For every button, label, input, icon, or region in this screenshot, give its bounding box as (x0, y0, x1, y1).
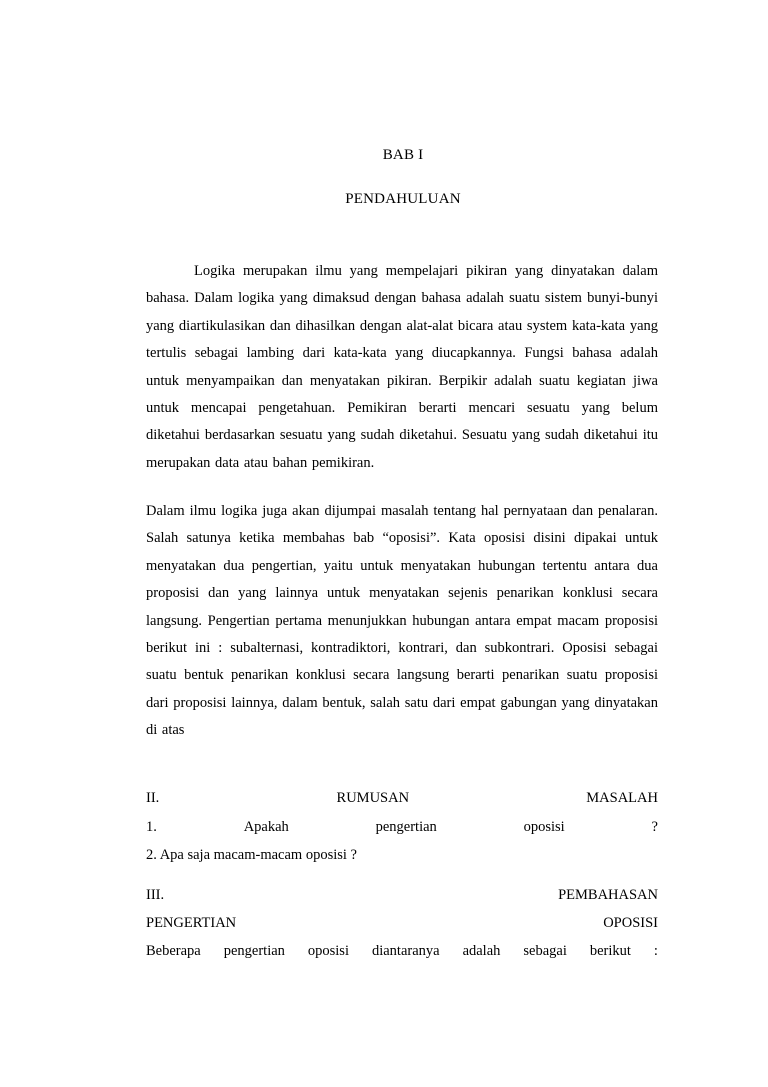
question-word: pengertian (375, 819, 437, 835)
question-word: ? (651, 819, 658, 835)
question-word: Apakah (243, 819, 289, 835)
section-heading-rumusan (146, 789, 658, 807)
question-1 (146, 818, 658, 836)
subheading-pengertian-oposisi (146, 914, 658, 932)
line-word: berikut (589, 943, 631, 959)
section-heading-pembahasan (146, 886, 658, 904)
section-number: III. (146, 887, 165, 903)
intro-paragraph-1: Logika merupakan ilmu yang mempelajari pikiran yang dinyatakan dalam bahasa. Dalam logika yang dimaksud dengan bahasa adalah suatu sistem bunyi-bunyi yang diartikulasikan dan dihasilkan dengan alat-alat bicara atau system kata-kata yang tertulis sebagai lambing dari kata-kata yang diucapkannya. Fungsi bahasa adalah untuk menyampaikan dan menyatakan pikiran. Berpikir adalah suatu kegiatan jiwa untuk mencapai pengetahuan. Pemikiran berarti mencari sesuatu yang belum diketahui berdasarkan sesuatu yang sudah diketahui. Sesuatu yang sudah diketahui itu merupakan data atau bahan pemikiran. (146, 263, 658, 471)
chapter-number: BAB I (382, 147, 424, 163)
section-number: II. (146, 790, 160, 806)
definition-intro-line (146, 942, 658, 960)
line-word: diantaranya (371, 943, 440, 959)
question-text: 2. Apa saja macam-macam oposisi ? (146, 847, 357, 863)
line-word: oposisi (307, 943, 349, 959)
question-word: oposisi (523, 819, 565, 835)
line-word: Beberapa (146, 943, 201, 959)
section-word: RUMUSAN (336, 790, 410, 806)
line-word: sebagai (523, 943, 567, 959)
section-word: PEMBAHASAN (558, 887, 658, 903)
line-word: adalah (462, 943, 501, 959)
subheading-word: PENGERTIAN (146, 915, 237, 931)
chapter-title: PENDAHULUAN (345, 191, 461, 207)
question-word: 1. (146, 819, 157, 835)
section-word: MASALAH (586, 790, 658, 806)
line-word: pengertian (223, 943, 285, 959)
subheading-word: OPOSISI (603, 915, 658, 931)
question-2 (146, 846, 658, 864)
line-word: : (653, 943, 658, 959)
intro-paragraph-2: Dalam ilmu logika juga akan dijumpai masalah tentang hal pernyataan dan penalaran. Salah satunya ketika membahas bab “oposisi”. Kata oposisi disini dipakai untuk menyatakan dua pengertian, yaitu untuk menyatakan hubungan tertentu antara dua proposisi dan yang lainnya untuk menyatakan sejenis penarikan konklusi secara langsung. Pengertian pertama menunjukkan hubungan antara empat macam proposisi berikut ini : subalternasi, kontradiktori, kontrari, dan subkontrari. Oposisi sebagai suatu bentuk penarikan konklusi secara langsung berarti penarikan suatu proposisi dari proposisi lainnya, dalam bentuk, salah satu dari empat gabungan yang dinyatakan di atas (146, 503, 658, 739)
